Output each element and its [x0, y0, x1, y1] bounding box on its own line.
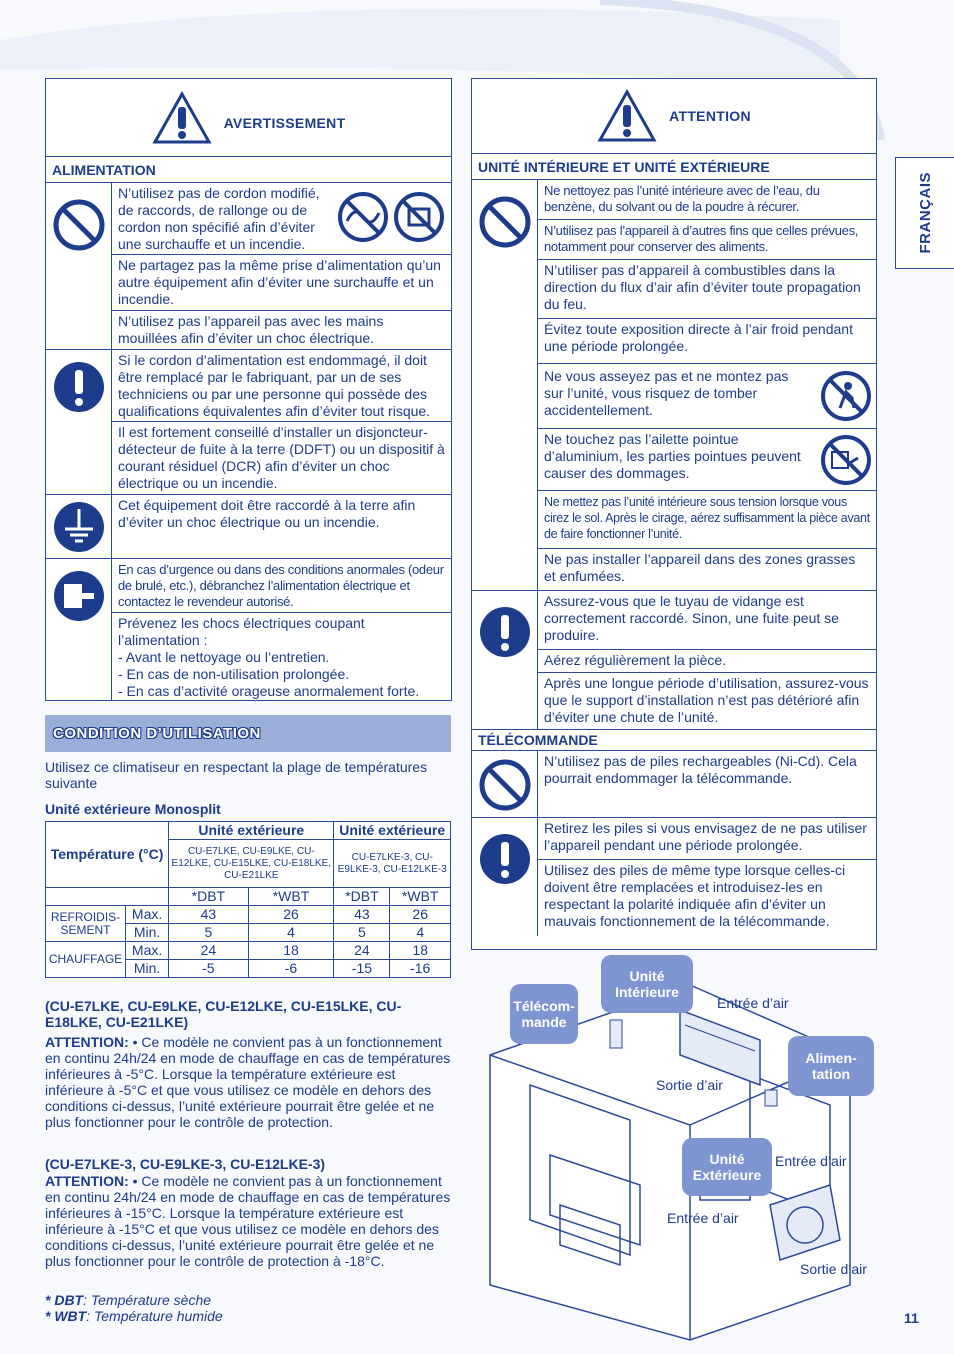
attention-item: Ne touchez pas l’ailette pointue d’aluminium, les parties pointues peuvent causer des dommages. [538, 429, 876, 491]
warning-item: N’utilisez pas l’appareil pas avec les mains mouillées afin d’éviter un choc électrique. [118, 313, 384, 346]
prohibited-icon-cell [472, 751, 538, 817]
attention-header [472, 79, 876, 154]
attention-item: Ne pas installer l’appareil dans des zones grasses et enfumées. [544, 551, 856, 584]
exclamation-icon [478, 832, 532, 886]
warning-item: En cas d’urgence ou dans des conditions anormales (odeur de brulé, etc.), débranchez l’alimentation électrique et contactez le revendeur autorisé. [112, 559, 451, 613]
condition-intro: Utilisez ce climatiseur en respectant la plage de températures suivante [45, 759, 428, 791]
remote-item: N’utilisez pas de piles rechargeables (Ni-Cd). Cela pourrait endommager la télécommande. [544, 753, 857, 786]
air-out-label: Sortie d’air [656, 1077, 723, 1093]
warning-item: Cet équipement doit être raccordé à la terre afin d’éviter un choc électrique ou un incendie. [118, 497, 416, 530]
group-remote-mandatory [472, 818, 876, 936]
group-unplug [46, 559, 451, 700]
group-prohibited [46, 183, 451, 350]
warning-item: Ne partagez pas la même prise d’alimentation qu’un autre équipement afin d’éviter une surchauffe et un incendie. [112, 255, 451, 311]
mandatory-icon-cell [472, 591, 538, 729]
prohibited-icon [477, 194, 533, 250]
mandatory-icon-cell [46, 350, 112, 494]
caution-triangle-icon [597, 89, 657, 143]
note-wbt: * WBT: Température humide [45, 1308, 223, 1324]
unplug-icon-cell [46, 559, 112, 700]
attention-item: Ne vous asseyez pas et ne montez pas sur l’unité, vous risquez de tomber accidentellement. [538, 364, 876, 429]
language-tab[interactable]: FRANÇAIS [895, 157, 954, 269]
group-units-mandatory [472, 591, 876, 730]
attention-item: Assurez-vous que le tuyau de vidange est correctement raccordé. Sinon, une fuite peut se produire. [538, 591, 876, 650]
no-modified-cord-icon [337, 191, 389, 243]
attention-item: N’utilisez pas l’appareil à d’autres fins que celles prévues, notamment pour conserver des aliments. [538, 220, 876, 260]
remote-item: Utilisez des piles de même type lorsque celles-ci doivent être remplacées et introduisez-les en respectant la polarité indiquée afin d’éviter un mauvais fonctionnement de la télécommande. [544, 862, 846, 929]
heating-label: CHAUFFAGE [46, 942, 126, 978]
attention-item: N’utiliser pas d’appareil à combustibles dans la direction du flux d’air afin d’éviter toute propagation du feu. [538, 260, 876, 319]
wbt-header: *WBT [390, 888, 451, 906]
warning-item: N’utilisez pas de cordon modifié, de raccords, de rallonge ou de cordon non spécifié afin d’éviter une surchauffe et un incendie. [112, 183, 451, 255]
attention-item: Évitez toute exposition directe à l’air froid pendant une période prolongée. [538, 319, 876, 364]
no-climbing-icon [820, 370, 872, 422]
models-a: (CU-E7LKE, CU-E9LKE, CU-E12LKE, CU-E15LKE, CU-E18LKE, CU-E21LKE) [45, 998, 402, 1030]
warning-box [45, 78, 452, 701]
min-label: Min. [126, 924, 169, 942]
warning-item: Prévenez les chocs électriques coupant l’alimentation : - Avant le nettoyage ou l’entretien. - En cas de non-utilisation prolongée. - En cas d’activité orageuse anormalement forte. [118, 615, 420, 699]
prohibited-icon-cell [472, 180, 538, 590]
prohibited-icon [477, 757, 533, 813]
attention-box [471, 78, 877, 950]
section-units: UNITÉ INTÉRIEURE ET UNITÉ EXTÉRIEURE [472, 154, 876, 180]
no-extension-plug-icon [393, 191, 445, 243]
prohibited-icon-cell [46, 183, 112, 349]
page-number: 11 [904, 1310, 919, 1326]
group-mandatory [46, 350, 451, 495]
warning-header [46, 79, 451, 157]
warning-triangle-icon [152, 91, 212, 145]
warning-item: Il est fortement conseillé d’installer un disjoncteur-détecteur de fuite à la terre (DDFT) ou un dispositif à courant résiduel (DCR) afin d’éviter un choc électrique ou un incendie. [118, 424, 445, 491]
no-touch-fin-icon [820, 434, 872, 486]
attention-a: ATTENTION: • Ce modèle ne convient pas à un fonctionnement en continu 24h/24 en mode de chauffage en cas de températures inférieures à -5°C. Lorsque la température extérieure est inférieure à -5°C et que vous utilisez ce modèle en dehors des conditions ci-dessus, l’unité extérieure pourrait être gelée et ne plus fonctionner pour le contrôle de protection. [45, 1034, 451, 1130]
dbt-header: *DBT [169, 888, 248, 906]
section-power: ALIMENTATION [46, 157, 451, 183]
condition-heading: CONDITION D’UTILISATION [45, 715, 451, 752]
power-bubble: Alimen-tation [788, 1036, 874, 1096]
table-cell: -6 [248, 960, 334, 978]
table-cell: 26 [390, 906, 451, 924]
attention-item: Aérez régulièrement la pièce. [538, 650, 876, 673]
table-cell: 43 [334, 906, 390, 924]
dbt-header: *DBT [334, 888, 390, 906]
exclamation-icon [52, 360, 106, 414]
models-1: CU-E7LKE, CU-E9LKE, CU-E12LKE, CU-E15LKE, CU-E18LKE, CU-E21LKE [169, 840, 334, 888]
temperature-table [45, 821, 451, 978]
attention-item: Après une longue période d’utilisation, assurez-vous que le support d’installation n’est pas détérioré afin d’éviter une chute de l’unité. [544, 675, 869, 725]
table-cell: -15 [334, 960, 390, 978]
col-group-1: Unité extérieure [169, 822, 334, 840]
max-label: Max. [126, 906, 169, 924]
exclamation-icon [478, 605, 532, 659]
air-in-label: Entrée d’air [667, 1210, 739, 1226]
warning-item: Si le cordon d’alimentation est endommagé, il doit être remplacé par le fabriquant, par un de ses techniciens ou par une personne qui possède des qualifications équivalentes afin d’éviter tout risque. [112, 350, 451, 422]
warning-title: AVERTISSEMENT [223, 114, 346, 131]
models-2: CU-E7LKE-3, CU-E9LKE-3, CU-E12LKE-3 [334, 840, 451, 888]
table-cell: 24 [169, 942, 248, 960]
table-cell: 24 [334, 942, 390, 960]
table-cell: 5 [334, 924, 390, 942]
table-cell: 18 [390, 942, 451, 960]
table-cell: -16 [390, 960, 451, 978]
attention-item: Ne nettoyez pas l’unité intérieure avec de l’eau, du benzène, du solvant ou de la poudre à récurer. [538, 180, 876, 220]
max-label: Max. [126, 942, 169, 960]
attention-b: ATTENTION: • Ce modèle ne convient pas à un fonctionnement en continu 24h/24 en mode de chauffage en cas de températures inférieures à -15°C. Lorsque la température extérieure est inférieure à -15°C et que vous utilisez ce modèle en dehors des conditions ci-dessus, l’unité extérieure pourrait être gelée et ne plus fonctionner pour le contrôle de protection à -18°C. [45, 1173, 451, 1269]
table-cell: -5 [169, 960, 248, 978]
group-units-prohibited [472, 180, 876, 591]
table-cell: 26 [248, 906, 334, 924]
models-b: (CU-E7LKE-3, CU-E9LKE-3, CU-E12LKE-3) [45, 1156, 326, 1172]
table-cell: 4 [390, 924, 451, 942]
condition-subheading: Unité extérieure Monosplit [45, 801, 221, 817]
air-in-label: Entrée d’air [775, 1153, 847, 1169]
section-remote: TÉLÉCOMMANDE [472, 729, 876, 751]
group-remote-prohibited [472, 751, 876, 818]
col-group-2: Unité extérieure [334, 822, 451, 840]
prohibited-icon [51, 197, 107, 253]
table-cell: 18 [248, 942, 334, 960]
table-cell: 4 [248, 924, 334, 942]
min-label: Min. [126, 960, 169, 978]
ground-icon-cell [46, 495, 112, 558]
air-in-label: Entrée d’air [717, 995, 789, 1011]
temp-label: Température (°C) [46, 822, 169, 888]
attention-item: Ne mettez pas l’unité intérieure sous tension lorsque vous cirez le sol. Après le cirage, aérez suffisamment la pièce avant de faire fonctionner l’unité. [538, 491, 876, 549]
note-dbt: * DBT: Température sèche [45, 1292, 212, 1308]
table-cell: 5 [169, 924, 248, 942]
mandatory-icon-cell [472, 818, 538, 936]
cooling-label: REFROIDIS-SEMENT [46, 906, 126, 942]
unplug-icon [52, 569, 106, 623]
air-out-label: Sortie d’air [800, 1261, 867, 1277]
attention-title: ATTENTION [669, 108, 751, 124]
indoor-unit-bubble: Unité Intérieure [601, 955, 693, 1013]
remote-item: Retirez les piles si vous envisagez de ne pas utiliser l’appareil pendant une période prolongée. [538, 818, 876, 860]
table-cell: 43 [169, 906, 248, 924]
remote-bubble: Télécom-mande [510, 984, 578, 1044]
outdoor-unit-bubble: Unité Extérieure [682, 1138, 772, 1196]
group-ground [46, 495, 451, 559]
ground-icon [53, 501, 105, 553]
wbt-header: *WBT [248, 888, 334, 906]
